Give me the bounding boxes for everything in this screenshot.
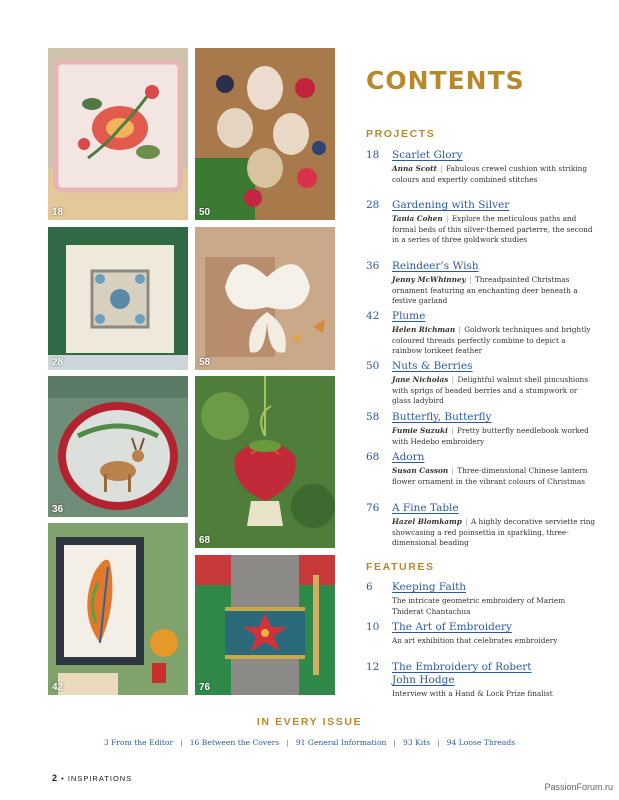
entry-title-link[interactable]: Gardening with Silver [392, 199, 510, 211]
every-issue-heading: IN EVERY ISSUE [256, 716, 363, 728]
entry-description: Interview with a Hand & Lock Prize finalist [392, 689, 553, 698]
project-entry[interactable] [366, 502, 596, 549]
feature-entry[interactable] [366, 661, 556, 700]
entry-title-link[interactable]: Butterfly, Butterfly [392, 411, 492, 423]
entry-page-number: 18 [366, 149, 380, 161]
photo-page-number: 28 [52, 357, 64, 368]
photo-adorn [195, 376, 335, 548]
project-entry[interactable] [366, 360, 596, 407]
entry-title-link[interactable]: The Art of Embroidery [392, 621, 512, 633]
entry-author: Tania Cohen [392, 214, 443, 223]
page-footer [52, 773, 132, 783]
entry-description: Jane Nicholas | Delightful walnut shell pincushions with sprigs of beaded berries and a stumpwork or glass ladybird [392, 375, 589, 406]
reindeer-ornament-illustration [48, 376, 188, 517]
entry-title-link[interactable]: A Fine Table [392, 502, 459, 514]
entry-page-number: 12 [366, 661, 380, 673]
footer-bullet: • [61, 774, 65, 783]
entry-page-number: 42 [366, 310, 380, 322]
entry-title-link[interactable]: Reindeer’s Wish [392, 260, 479, 272]
watermark-text: PassionForum.ru [544, 782, 613, 792]
entry-description: Anna Scott | Fabulous crewel cushion with striking colours and expertly combined stitches [392, 164, 588, 184]
feature-entry[interactable] [366, 581, 596, 617]
entry-title-link[interactable]: The Embroidery of Robert John Hodge [392, 661, 532, 686]
photo-page-number: 50 [199, 207, 211, 218]
entry-title-link[interactable]: Scarlet Glory [392, 149, 463, 161]
needlebook-illustration [195, 227, 335, 370]
entry-page-number: 6 [366, 581, 373, 593]
projects-heading: PROJECTS [366, 128, 436, 140]
entry-description: The intricate geometric embroidery of Mariem Thiderat Chantachua [392, 596, 566, 616]
lantern-ornament-illustration [195, 376, 335, 548]
entry-description: Helen Richman | Goldwork techniques and brightly coloured threads perfectly combine to depict a rainbow lorikeet feather [392, 325, 591, 356]
photo-butterfly [195, 227, 335, 370]
entry-description: Hazel Blomkamp | A highly decorative serviette ring showcasing a red poinsettia in sparkling, three-dimensional beading [392, 517, 596, 548]
entry-author: Hazel Blomkamp [392, 517, 462, 526]
entry-page-number: 50 [366, 360, 380, 372]
footer-magazine-name: INSPIRATIONS [67, 774, 133, 783]
every-issue-item[interactable]: 94 Loose Threads [446, 738, 516, 747]
entry-page-number: 68 [366, 451, 380, 463]
photo-nuts-berries [195, 48, 335, 220]
every-issue-list: 3 From the Editor | 16 Between the Covers | 91 General Information | 93 Kits | 94 Loose Threads [103, 738, 516, 747]
entry-title-link[interactable]: Keeping Faith [392, 581, 467, 593]
entry-page-number: 76 [366, 502, 380, 514]
photo-fine-table [195, 555, 335, 695]
every-issue-item[interactable]: 93 Kits [402, 738, 431, 747]
photo-page-number: 36 [52, 504, 64, 515]
feather-frame-illustration [48, 523, 188, 695]
photo-plume [48, 523, 188, 695]
entry-page-number: 28 [366, 199, 380, 211]
entry-description: Susan Casson | Three-dimensional Chinese lantern flower ornament in the vibrant colours of Christmas [392, 466, 588, 486]
berries-illustration [195, 48, 335, 220]
entry-page-number: 36 [366, 260, 380, 272]
page-title: CONTENTS [366, 66, 525, 95]
entry-author: Fumie Suzuki [392, 426, 448, 435]
project-entry[interactable] [366, 411, 596, 447]
entry-author: Susan Casson [392, 466, 449, 475]
project-entry[interactable] [366, 451, 596, 487]
entry-page-number: 58 [366, 411, 380, 423]
photo-page-number: 76 [199, 682, 211, 693]
cushion-illustration [48, 48, 188, 220]
every-issue-item[interactable]: 91 General Information [295, 738, 387, 747]
entry-page-number: 10 [366, 621, 380, 633]
parterre-illustration [48, 227, 188, 370]
entry-title-link[interactable]: Adorn [392, 451, 425, 463]
serviette-ring-illustration [195, 555, 335, 695]
footer-page-number: 2 [52, 773, 59, 783]
photo-reindeer [48, 376, 188, 517]
entry-author: Jane Nicholas [392, 375, 449, 384]
entry-description: Fumie Suzuki | Pretty butterfly needlebook worked with Hedebo embroidery [392, 426, 589, 446]
photo-page-number: 58 [199, 357, 211, 368]
project-entry[interactable] [366, 260, 596, 307]
features-heading: FEATURES [366, 561, 435, 573]
photo-page-number: 68 [199, 535, 211, 546]
project-entry[interactable] [366, 310, 596, 357]
entry-author: Anna Scott [392, 164, 437, 173]
photo-gardening-silver [48, 227, 188, 370]
feature-entry[interactable] [366, 621, 596, 647]
entry-description: Jenny McWhinney | Threadpainted Christmas ornament featuring an enchanting deer beneath a festive garland [392, 275, 578, 306]
project-entry[interactable] [366, 149, 596, 185]
photo-page-number: 42 [52, 682, 64, 693]
entry-title-link[interactable]: Nuts & Berries [392, 360, 473, 372]
entry-description: An art exhibition that celebrates embroidery [392, 636, 558, 645]
photo-page-number: 18 [52, 207, 64, 218]
project-entry[interactable] [366, 199, 596, 246]
photo-scarlet-glory [48, 48, 188, 220]
entry-title-link[interactable]: Plume [392, 310, 426, 322]
every-issue-item[interactable]: 3 From the Editor [103, 738, 174, 747]
entry-author: Jenny McWhinney [392, 275, 466, 284]
entry-description: Tania Cohen | Explore the meticulous paths and formal beds of this silver-themed parterre, the second in a series of three goldwork studies [392, 214, 593, 245]
every-issue-item[interactable]: 16 Between the Covers [189, 738, 280, 747]
entry-author: Helen Richman [392, 325, 456, 334]
